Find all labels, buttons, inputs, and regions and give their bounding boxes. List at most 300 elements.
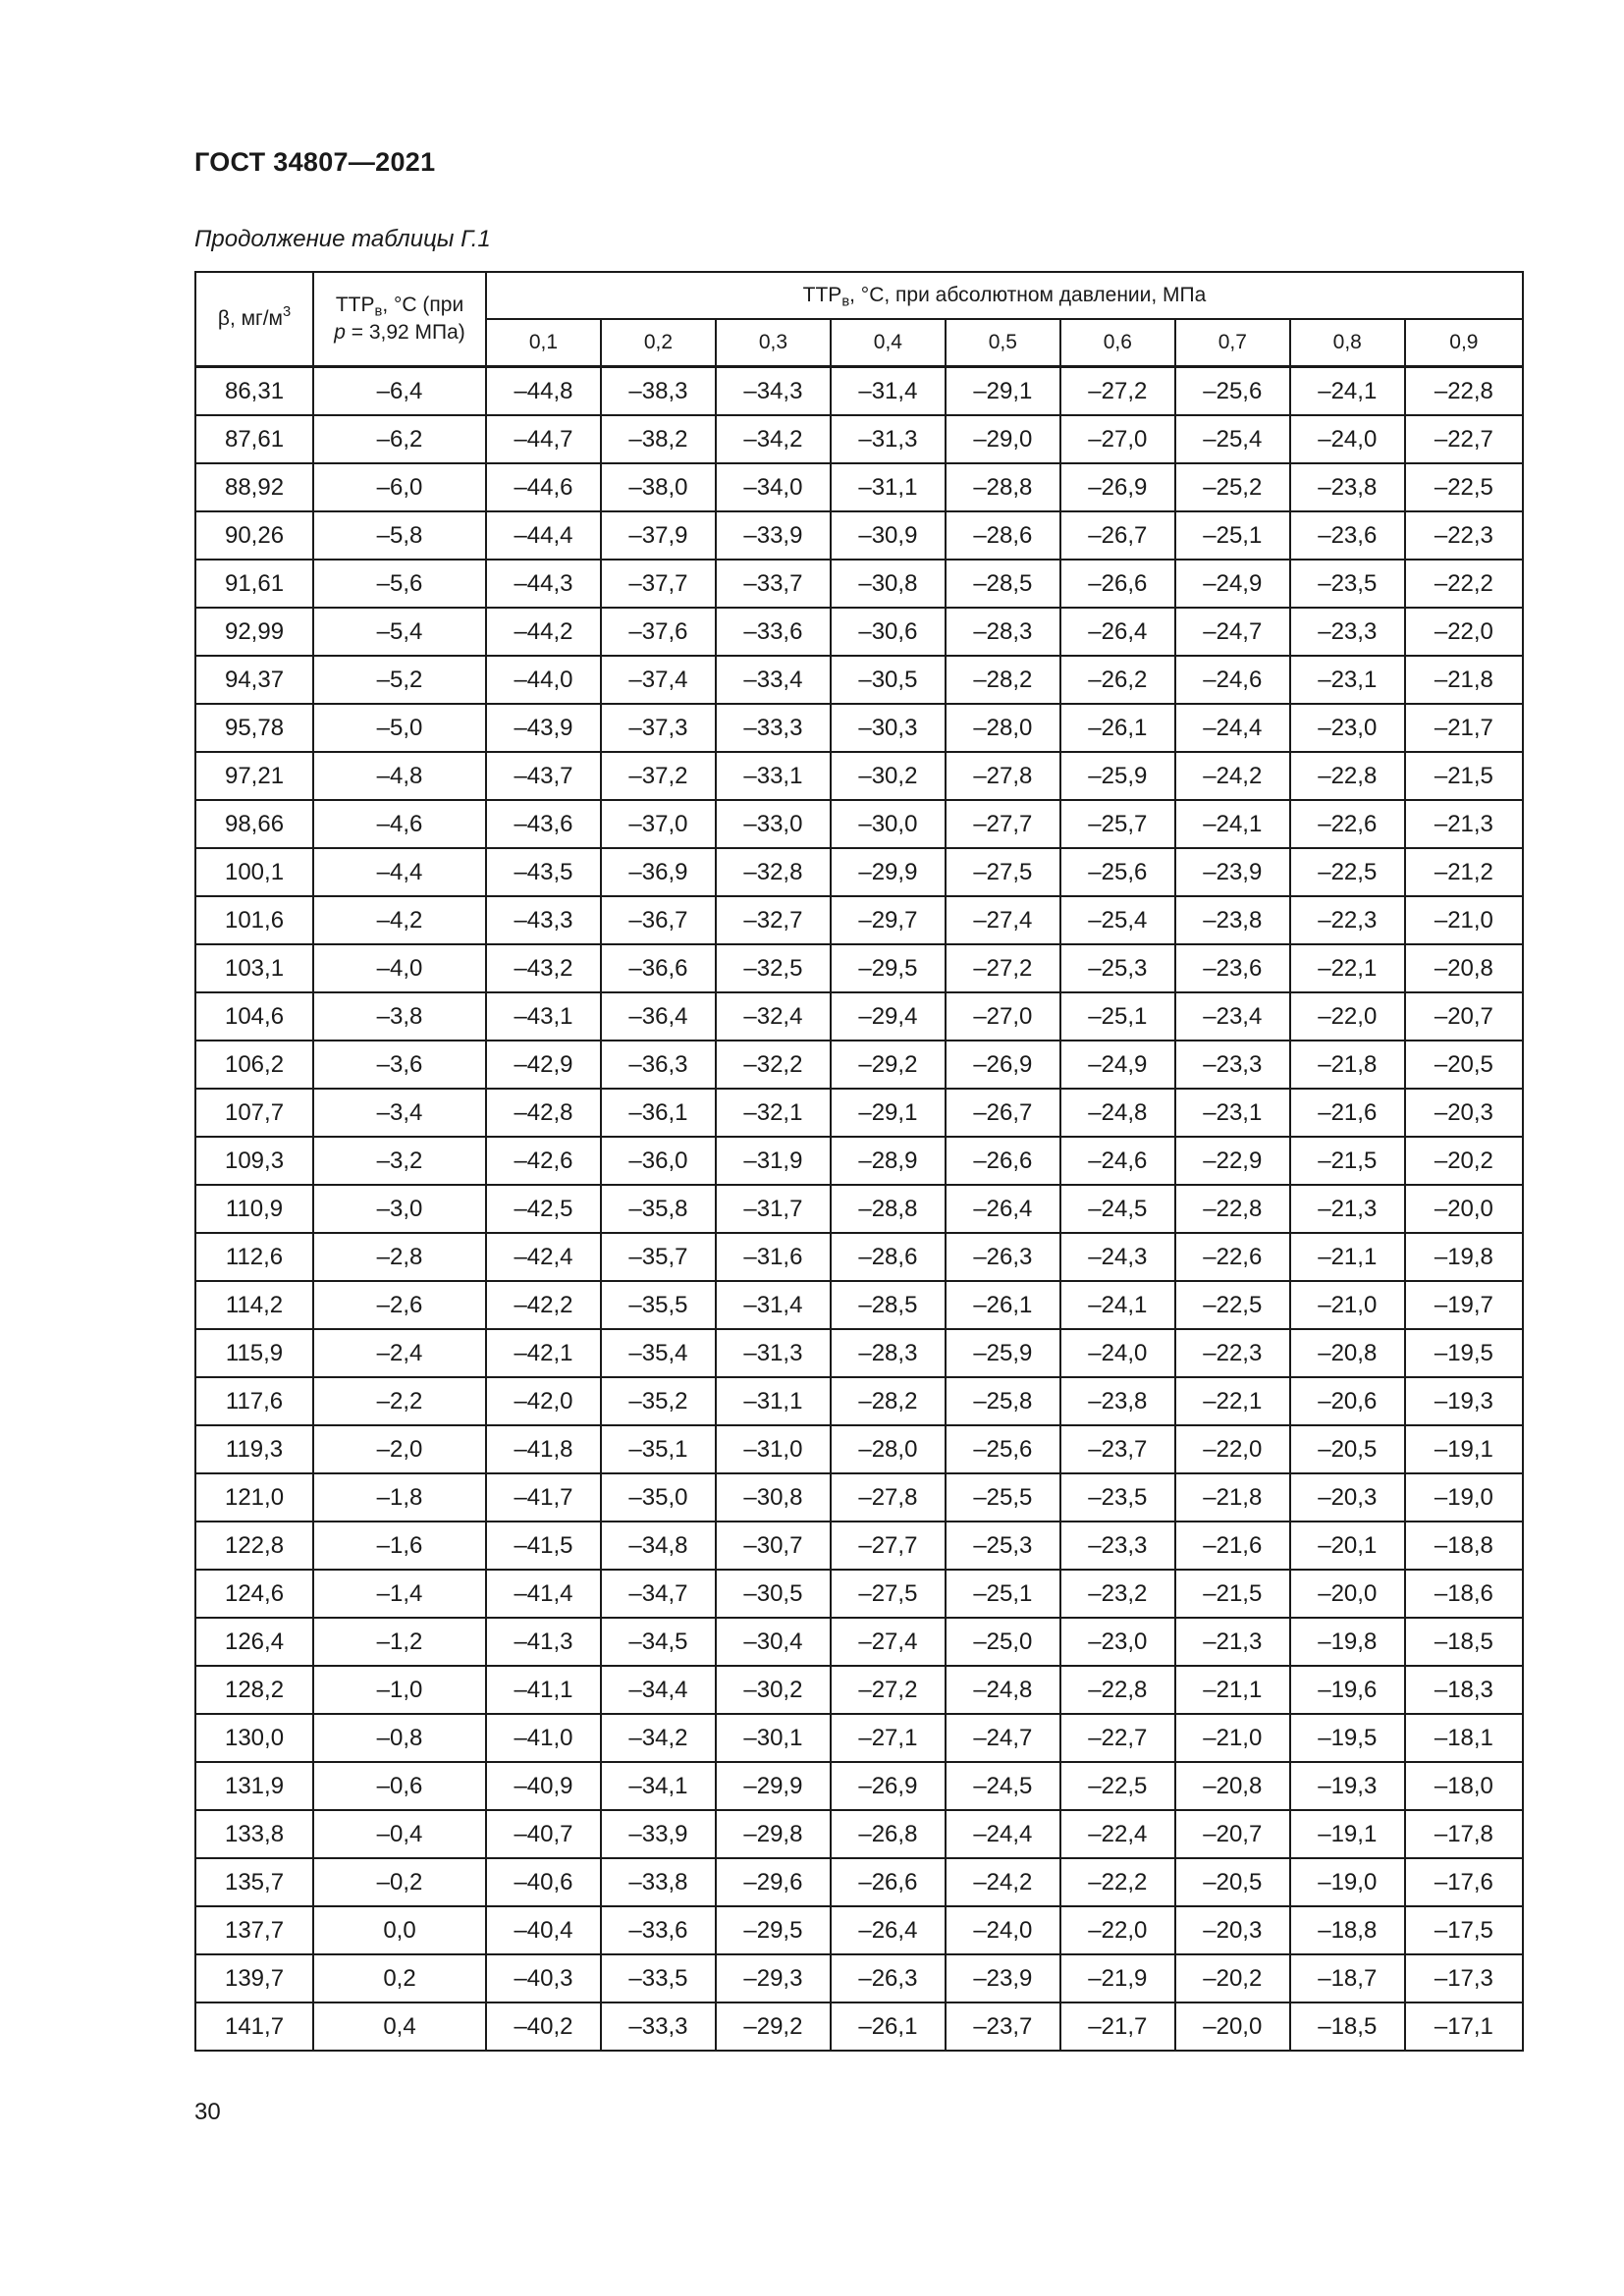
value-cell: –25,8 xyxy=(946,1377,1060,1425)
beta-cell: 133,8 xyxy=(195,1810,313,1858)
value-cell: –18,5 xyxy=(1405,1618,1523,1666)
value-cell: –31,9 xyxy=(716,1137,831,1185)
value-cell: –26,9 xyxy=(1060,463,1175,511)
value-cell: –30,4 xyxy=(716,1618,831,1666)
value-cell: –26,3 xyxy=(831,1954,946,2002)
beta-cell: 131,9 xyxy=(195,1762,313,1810)
value-cell: –23,7 xyxy=(946,2002,1060,2051)
value-cell: –19,5 xyxy=(1290,1714,1405,1762)
value-cell: –36,7 xyxy=(601,896,716,944)
pressure-header-cell: 0,7 xyxy=(1175,319,1290,367)
beta-cell: 130,0 xyxy=(195,1714,313,1762)
value-cell: –18,8 xyxy=(1290,1906,1405,1954)
beta-cell: 106,2 xyxy=(195,1041,313,1089)
value-cell: –24,5 xyxy=(1060,1185,1175,1233)
value-cell: –21,6 xyxy=(1175,1522,1290,1570)
table-row xyxy=(195,1137,1523,1185)
value-cell: –20,6 xyxy=(1290,1377,1405,1425)
value-cell: –26,6 xyxy=(946,1137,1060,1185)
value-cell: –44,2 xyxy=(486,608,601,656)
table-row xyxy=(195,463,1523,511)
ttr-cell: –4,8 xyxy=(313,752,486,800)
ttr-cell: –2,8 xyxy=(313,1233,486,1281)
value-cell: –25,3 xyxy=(946,1522,1060,1570)
ttr-cell: –3,8 xyxy=(313,992,486,1041)
value-cell: –24,0 xyxy=(946,1906,1060,1954)
ttr-cell: –3,4 xyxy=(313,1089,486,1137)
value-cell: –27,5 xyxy=(946,848,1060,896)
beta-column-header: β, $мг/м^3$ xyxy=(195,272,313,367)
value-cell: –23,2 xyxy=(1060,1570,1175,1618)
value-cell: –37,7 xyxy=(601,560,716,608)
value-cell: –20,7 xyxy=(1405,992,1523,1041)
value-cell: –18,5 xyxy=(1290,2002,1405,2051)
value-cell: –26,3 xyxy=(946,1233,1060,1281)
value-cell: –40,2 xyxy=(486,2002,601,2051)
value-cell: –28,5 xyxy=(946,560,1060,608)
value-cell: –22,5 xyxy=(1290,848,1405,896)
value-cell: –27,2 xyxy=(1060,367,1175,416)
value-cell: –28,3 xyxy=(946,608,1060,656)
value-cell: –27,2 xyxy=(831,1666,946,1714)
value-cell: –20,1 xyxy=(1290,1522,1405,1570)
value-cell: –30,7 xyxy=(716,1522,831,1570)
value-cell: –40,4 xyxy=(486,1906,601,1954)
value-cell: –40,6 xyxy=(486,1858,601,1906)
value-cell: –18,0 xyxy=(1405,1762,1523,1810)
value-cell: –23,0 xyxy=(1290,704,1405,752)
value-cell: –31,7 xyxy=(716,1185,831,1233)
value-cell: –24,1 xyxy=(1175,800,1290,848)
beta-cell: 128,2 xyxy=(195,1666,313,1714)
value-cell: –35,1 xyxy=(601,1425,716,1473)
ttr-cell: –5,0 xyxy=(313,704,486,752)
beta-cell: 110,9 xyxy=(195,1185,313,1233)
table-row xyxy=(195,1473,1523,1522)
value-cell: –21,0 xyxy=(1290,1281,1405,1329)
value-cell: –26,9 xyxy=(946,1041,1060,1089)
value-cell: –38,2 xyxy=(601,415,716,463)
value-cell: –41,8 xyxy=(486,1425,601,1473)
value-cell: –25,7 xyxy=(1060,800,1175,848)
value-cell: –31,0 xyxy=(716,1425,831,1473)
beta-cell: 87,61 xyxy=(195,415,313,463)
value-cell: –26,4 xyxy=(831,1906,946,1954)
value-cell: –28,2 xyxy=(946,656,1060,704)
value-cell: –28,5 xyxy=(831,1281,946,1329)
value-cell: –23,6 xyxy=(1290,511,1405,560)
table-row xyxy=(195,415,1523,463)
value-cell: –34,2 xyxy=(716,415,831,463)
value-cell: –28,9 xyxy=(831,1137,946,1185)
ttr-cell: –0,2 xyxy=(313,1858,486,1906)
value-cell: –23,5 xyxy=(1290,560,1405,608)
value-cell: –22,0 xyxy=(1060,1906,1175,1954)
value-cell: –23,9 xyxy=(1175,848,1290,896)
ttr-cell: –1,4 xyxy=(313,1570,486,1618)
value-cell: –19,7 xyxy=(1405,1281,1523,1329)
ttr-cell: –4,0 xyxy=(313,944,486,992)
page-number: 30 xyxy=(194,2099,221,2125)
value-cell: –22,5 xyxy=(1175,1281,1290,1329)
value-cell: –23,8 xyxy=(1175,896,1290,944)
table-row xyxy=(195,511,1523,560)
value-cell: –21,7 xyxy=(1405,704,1523,752)
beta-cell: 135,7 xyxy=(195,1858,313,1906)
value-cell: –22,6 xyxy=(1175,1233,1290,1281)
value-cell: –23,1 xyxy=(1175,1089,1290,1137)
value-cell: –18,1 xyxy=(1405,1714,1523,1762)
ttr-cell: –2,6 xyxy=(313,1281,486,1329)
value-cell: –22,7 xyxy=(1405,415,1523,463)
value-cell: –22,4 xyxy=(1060,1810,1175,1858)
value-cell: –22,7 xyxy=(1060,1714,1175,1762)
beta-cell: 90,26 xyxy=(195,511,313,560)
ttr-cell: –5,2 xyxy=(313,656,486,704)
value-cell: –19,0 xyxy=(1290,1858,1405,1906)
value-cell: –26,4 xyxy=(1060,608,1175,656)
value-cell: –22,0 xyxy=(1405,608,1523,656)
value-cell: –21,6 xyxy=(1290,1089,1405,1137)
value-cell: –30,5 xyxy=(716,1570,831,1618)
value-cell: –20,5 xyxy=(1290,1425,1405,1473)
value-cell: –33,3 xyxy=(716,704,831,752)
value-cell: –29,1 xyxy=(946,367,1060,416)
value-cell: –20,3 xyxy=(1405,1089,1523,1137)
value-cell: –21,0 xyxy=(1175,1714,1290,1762)
value-cell: –17,8 xyxy=(1405,1810,1523,1858)
value-cell: –21,3 xyxy=(1175,1618,1290,1666)
table-row xyxy=(195,1041,1523,1089)
ttr-cell: –4,2 xyxy=(313,896,486,944)
value-cell: –24,9 xyxy=(1175,560,1290,608)
value-cell: –22,5 xyxy=(1060,1762,1175,1810)
table-row xyxy=(195,1666,1523,1714)
value-cell: –32,8 xyxy=(716,848,831,896)
value-cell: –17,3 xyxy=(1405,1954,1523,2002)
ttr-cell: –1,2 xyxy=(313,1618,486,1666)
beta-cell: 91,61 xyxy=(195,560,313,608)
value-cell: –31,6 xyxy=(716,1233,831,1281)
value-cell: –29,2 xyxy=(716,2002,831,2051)
pressure-group-header: $ТТР_в$, °С, при абсолютном давлении, МПа xyxy=(486,272,1523,319)
value-cell: –20,0 xyxy=(1290,1570,1405,1618)
value-cell: –26,1 xyxy=(831,2002,946,2051)
ttr-cell: –3,0 xyxy=(313,1185,486,1233)
value-cell: –21,5 xyxy=(1175,1570,1290,1618)
table-row xyxy=(195,1522,1523,1570)
pressure-header-cell: 0,5 xyxy=(946,319,1060,367)
pressure-header-cell: 0,2 xyxy=(601,319,716,367)
data-table xyxy=(194,271,1524,2052)
value-cell: –28,0 xyxy=(831,1425,946,1473)
value-cell: –24,3 xyxy=(1060,1233,1175,1281)
value-cell: –19,3 xyxy=(1405,1377,1523,1425)
table-row xyxy=(195,1377,1523,1425)
value-cell: –29,8 xyxy=(716,1810,831,1858)
value-cell: –36,0 xyxy=(601,1137,716,1185)
value-cell: –25,4 xyxy=(1175,415,1290,463)
ttr-cell: –4,4 xyxy=(313,848,486,896)
value-cell: –23,3 xyxy=(1290,608,1405,656)
value-cell: –22,8 xyxy=(1405,367,1523,416)
ttr-cell: –3,2 xyxy=(313,1137,486,1185)
value-cell: –34,1 xyxy=(601,1762,716,1810)
value-cell: –26,9 xyxy=(831,1762,946,1810)
ttr-cell: –5,4 xyxy=(313,608,486,656)
value-cell: –30,2 xyxy=(716,1666,831,1714)
value-cell: –34,3 xyxy=(716,367,831,416)
table-row xyxy=(195,704,1523,752)
pressure-header-cell: 0,1 xyxy=(486,319,601,367)
table-row xyxy=(195,1425,1523,1473)
ttr-cell: –0,8 xyxy=(313,1714,486,1762)
value-cell: –30,8 xyxy=(716,1473,831,1522)
value-cell: –26,4 xyxy=(946,1185,1060,1233)
value-cell: –41,7 xyxy=(486,1473,601,1522)
value-cell: –25,0 xyxy=(946,1618,1060,1666)
value-cell: –24,6 xyxy=(1175,656,1290,704)
beta-cell: 121,0 xyxy=(195,1473,313,1522)
value-cell: –33,1 xyxy=(716,752,831,800)
value-cell: –22,9 xyxy=(1175,1137,1290,1185)
value-cell: –27,1 xyxy=(831,1714,946,1762)
table-row xyxy=(195,1714,1523,1762)
value-cell: –26,1 xyxy=(1060,704,1175,752)
value-cell: –22,3 xyxy=(1290,896,1405,944)
value-cell: –31,4 xyxy=(831,367,946,416)
table-row xyxy=(195,1570,1523,1618)
ttr-cell: –0,4 xyxy=(313,1810,486,1858)
value-cell: –19,8 xyxy=(1290,1618,1405,1666)
pressure-header-cell: 0,6 xyxy=(1060,319,1175,367)
value-cell: –21,8 xyxy=(1405,656,1523,704)
table-row xyxy=(195,800,1523,848)
table-row xyxy=(195,608,1523,656)
value-cell: –34,7 xyxy=(601,1570,716,1618)
value-cell: –26,6 xyxy=(1060,560,1175,608)
value-cell: –43,9 xyxy=(486,704,601,752)
value-cell: –33,3 xyxy=(601,2002,716,2051)
value-cell: –20,3 xyxy=(1175,1906,1290,1954)
value-cell: –31,1 xyxy=(831,463,946,511)
ttr-cell: –5,6 xyxy=(313,560,486,608)
value-cell: –27,8 xyxy=(946,752,1060,800)
value-cell: –22,1 xyxy=(1175,1377,1290,1425)
value-cell: –24,1 xyxy=(1290,367,1405,416)
value-cell: –37,4 xyxy=(601,656,716,704)
table-row xyxy=(195,1618,1523,1666)
value-cell: –18,8 xyxy=(1405,1522,1523,1570)
value-cell: –23,4 xyxy=(1175,992,1290,1041)
value-cell: –35,8 xyxy=(601,1185,716,1233)
value-cell: –37,0 xyxy=(601,800,716,848)
table-row xyxy=(195,992,1523,1041)
value-cell: –20,0 xyxy=(1175,2002,1290,2051)
beta-cell: 104,6 xyxy=(195,992,313,1041)
value-cell: –17,6 xyxy=(1405,1858,1523,1906)
value-cell: –31,3 xyxy=(716,1329,831,1377)
value-cell: –21,0 xyxy=(1405,896,1523,944)
ttr-cell: –1,8 xyxy=(313,1473,486,1522)
beta-cell: 107,7 xyxy=(195,1089,313,1137)
pressure-header-cell: 0,4 xyxy=(831,319,946,367)
ttr-cell: 0,0 xyxy=(313,1906,486,1954)
value-cell: –22,8 xyxy=(1290,752,1405,800)
value-cell: –44,4 xyxy=(486,511,601,560)
beta-cell: 92,99 xyxy=(195,608,313,656)
value-cell: –31,3 xyxy=(831,415,946,463)
value-cell: –33,7 xyxy=(716,560,831,608)
value-cell: –30,3 xyxy=(831,704,946,752)
value-cell: –44,7 xyxy=(486,415,601,463)
value-cell: –44,8 xyxy=(486,367,601,416)
value-cell: –43,6 xyxy=(486,800,601,848)
pressure-header-cell: 0,8 xyxy=(1290,319,1405,367)
value-cell: –26,2 xyxy=(1060,656,1175,704)
value-cell: –23,0 xyxy=(1060,1618,1175,1666)
value-cell: –20,2 xyxy=(1405,1137,1523,1185)
value-cell: –33,6 xyxy=(601,1906,716,1954)
value-cell: –18,3 xyxy=(1405,1666,1523,1714)
value-cell: –24,2 xyxy=(946,1858,1060,1906)
value-cell: –27,5 xyxy=(831,1570,946,1618)
beta-cell: 117,6 xyxy=(195,1377,313,1425)
value-cell: –24,0 xyxy=(1290,415,1405,463)
value-cell: –27,4 xyxy=(946,896,1060,944)
value-cell: –20,8 xyxy=(1290,1329,1405,1377)
table-row xyxy=(195,896,1523,944)
value-cell: –34,8 xyxy=(601,1522,716,1570)
value-cell: –22,2 xyxy=(1405,560,1523,608)
value-cell: –38,3 xyxy=(601,367,716,416)
value-cell: –20,8 xyxy=(1405,944,1523,992)
value-cell: –19,5 xyxy=(1405,1329,1523,1377)
table-row xyxy=(195,1233,1523,1281)
ttr-cell: 0,2 xyxy=(313,1954,486,2002)
value-cell: –42,4 xyxy=(486,1233,601,1281)
value-cell: –21,3 xyxy=(1290,1185,1405,1233)
value-cell: –20,7 xyxy=(1175,1810,1290,1858)
pressure-header-cell: 0,3 xyxy=(716,319,831,367)
value-cell: –33,8 xyxy=(601,1858,716,1906)
table-caption: Продолжение таблицы Г.1 xyxy=(194,226,491,252)
ttr-cell: –2,2 xyxy=(313,1377,486,1425)
value-cell: –24,6 xyxy=(1060,1137,1175,1185)
value-cell: –30,1 xyxy=(716,1714,831,1762)
value-cell: –23,3 xyxy=(1175,1041,1290,1089)
value-cell: –21,5 xyxy=(1405,752,1523,800)
beta-cell: 137,7 xyxy=(195,1906,313,1954)
value-cell: –27,0 xyxy=(1060,415,1175,463)
value-cell: –23,6 xyxy=(1175,944,1290,992)
document-header: ГОСТ 34807—2021 xyxy=(194,147,436,177)
ttr-cell: –6,4 xyxy=(313,367,486,416)
value-cell: –22,3 xyxy=(1175,1329,1290,1377)
value-cell: –33,6 xyxy=(716,608,831,656)
value-cell: –33,4 xyxy=(716,656,831,704)
value-cell: –37,3 xyxy=(601,704,716,752)
value-cell: –35,2 xyxy=(601,1377,716,1425)
value-cell: –32,5 xyxy=(716,944,831,992)
value-cell: –21,3 xyxy=(1405,800,1523,848)
table-body xyxy=(195,367,1523,2052)
table-row xyxy=(195,848,1523,896)
value-cell: –30,0 xyxy=(831,800,946,848)
value-cell: –31,1 xyxy=(716,1377,831,1425)
value-cell: –24,1 xyxy=(1060,1281,1175,1329)
value-cell: –20,2 xyxy=(1175,1954,1290,2002)
value-cell: –24,2 xyxy=(1175,752,1290,800)
value-cell: –22,8 xyxy=(1060,1666,1175,1714)
value-cell: –20,3 xyxy=(1290,1473,1405,1522)
value-cell: –42,9 xyxy=(486,1041,601,1089)
value-cell: –44,3 xyxy=(486,560,601,608)
ttr-cell: –3,6 xyxy=(313,1041,486,1089)
value-cell: –32,1 xyxy=(716,1089,831,1137)
value-cell: –41,1 xyxy=(486,1666,601,1714)
value-cell: –22,0 xyxy=(1175,1425,1290,1473)
ttr-cell: –1,6 xyxy=(313,1522,486,1570)
value-cell: –28,8 xyxy=(831,1185,946,1233)
beta-cell: 101,6 xyxy=(195,896,313,944)
value-cell: –42,5 xyxy=(486,1185,601,1233)
value-cell: –23,1 xyxy=(1290,656,1405,704)
ttr-cell: –2,0 xyxy=(313,1425,486,1473)
value-cell: –29,3 xyxy=(716,1954,831,2002)
value-cell: –24,8 xyxy=(1060,1089,1175,1137)
value-cell: –25,6 xyxy=(1060,848,1175,896)
value-cell: –43,1 xyxy=(486,992,601,1041)
beta-cell: 119,3 xyxy=(195,1425,313,1473)
value-cell: –25,3 xyxy=(1060,944,1175,992)
value-cell: –30,9 xyxy=(831,511,946,560)
beta-cell: 103,1 xyxy=(195,944,313,992)
ttr-cell: –0,6 xyxy=(313,1762,486,1810)
table-row xyxy=(195,1954,1523,2002)
value-cell: –25,6 xyxy=(946,1425,1060,1473)
value-cell: –17,5 xyxy=(1405,1906,1523,1954)
value-cell: –36,1 xyxy=(601,1089,716,1137)
value-cell: –19,0 xyxy=(1405,1473,1523,1522)
value-cell: –43,2 xyxy=(486,944,601,992)
value-cell: –23,3 xyxy=(1060,1522,1175,1570)
value-cell: –37,2 xyxy=(601,752,716,800)
value-cell: –42,2 xyxy=(486,1281,601,1329)
value-cell: –29,6 xyxy=(716,1858,831,1906)
value-cell: –21,8 xyxy=(1175,1473,1290,1522)
value-cell: –42,1 xyxy=(486,1329,601,1377)
ttr-cell: 0,4 xyxy=(313,2002,486,2051)
table-row xyxy=(195,560,1523,608)
value-cell: –21,9 xyxy=(1060,1954,1175,2002)
value-cell: –40,7 xyxy=(486,1810,601,1858)
value-cell: –29,5 xyxy=(716,1906,831,1954)
value-cell: –26,7 xyxy=(946,1089,1060,1137)
value-cell: –23,8 xyxy=(1060,1377,1175,1425)
value-cell: –34,4 xyxy=(601,1666,716,1714)
beta-cell: 112,6 xyxy=(195,1233,313,1281)
value-cell: –43,5 xyxy=(486,848,601,896)
value-cell: –41,4 xyxy=(486,1570,601,1618)
value-cell: –32,7 xyxy=(716,896,831,944)
value-cell: –34,2 xyxy=(601,1714,716,1762)
value-cell: –27,4 xyxy=(831,1618,946,1666)
value-cell: –21,7 xyxy=(1060,2002,1175,2051)
value-cell: –27,7 xyxy=(946,800,1060,848)
beta-cell: 122,8 xyxy=(195,1522,313,1570)
value-cell: –27,7 xyxy=(831,1522,946,1570)
